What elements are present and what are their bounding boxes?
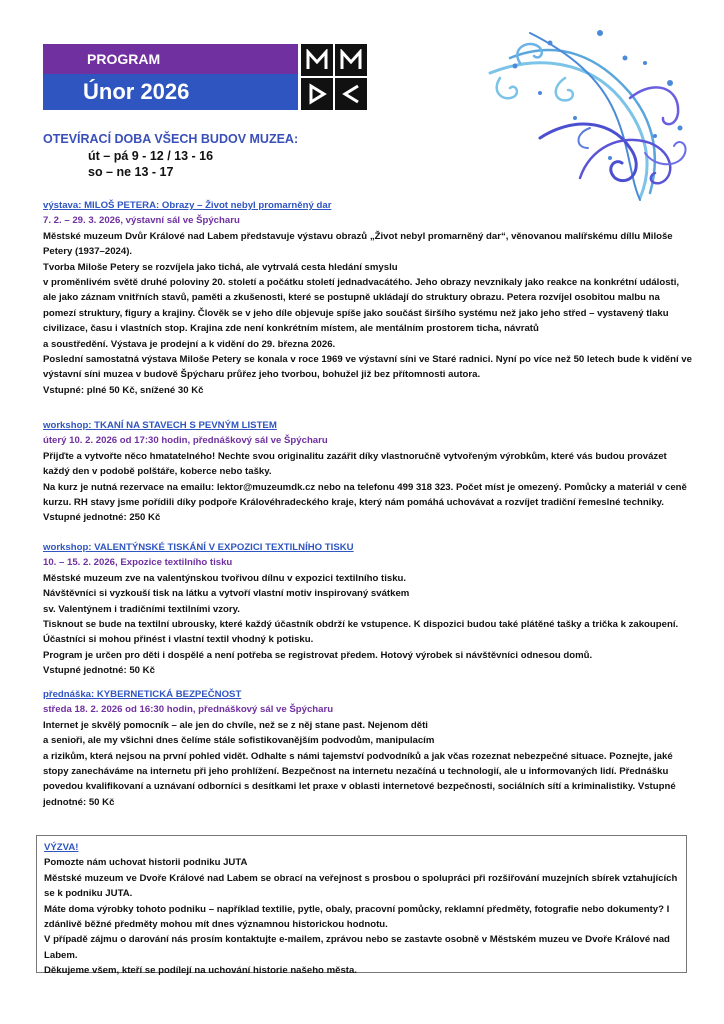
section-paragraph: Tisknout se bude na textilní ubrousky, které každý účastník obdrží ke vstupence. K dispozici budou také plátěné tašky a trička k zakoupení. Účastníci si mohou přinést i vlastní textil vhodný k potisku. xyxy=(43,619,679,646)
appeal-paragraph: V případě zájmu o darování nás prosím kontaktujte e-mailem, zprávou nebo se zastavte osobně v Městském muzeu ve Dvoře Králové nad Labem. xyxy=(44,934,670,961)
section-paragraph: Městské muzeum zve na valentýnskou tvořivou dílnu v expozici textilního tisku. xyxy=(43,572,407,584)
program-header xyxy=(43,44,298,110)
section-title[interactable]: workshop: TKANÍ NA STAVECH S PEVNÝM LISTEM xyxy=(43,420,277,431)
month-title: Únor 2026 xyxy=(43,74,298,110)
section-date: 7. 2. – 29. 3. 2026, výstavní sál ve Špýcharu xyxy=(43,215,240,227)
opening-hours-weekdays: út – pá 9 - 12 / 13 - 16 xyxy=(88,149,214,163)
appeal-title[interactable]: VÝZVA! xyxy=(44,842,79,853)
section-paragraph: Městské muzeum Dvůr Králové nad Labem představuje výstavu obrazů „Život nebyl promarněný dar“, věnovanou malířskému díllu Miloše Petery (1937–2024). xyxy=(43,230,673,258)
logo-m1 xyxy=(301,44,333,76)
section-paragraph: sv. Valentýnem i tradičními textilními vzory. xyxy=(43,603,240,615)
section-title[interactable]: workshop: VALENTÝNSKÉ TISKÁNÍ V EXPOZICI TEXTILNÍHO TISKU xyxy=(43,542,354,553)
appeal-paragraph: Máte doma výrobky tohoto podniku – například textilie, pytle, obaly, pracovní pomůcky, reklamní předměty, fotografie nebo dokumenty? I zdánlivě běžné předměty mohou mít dnes významnou historickou hodnotu. xyxy=(44,903,670,931)
section-paragraph: Internet je skvělý pomocník – ale jen do chvíle, než se z něj stane past. Nejenom děti xyxy=(43,719,428,731)
snowflake-swirl-ornament xyxy=(480,18,700,208)
section-date: 10. – 15. 2. 2026, Expozice textilního tisku xyxy=(43,557,233,569)
section-cyber-lecture xyxy=(43,687,693,810)
section-paragraph: a senioři, ale my všichni dnes čelíme stále sofistikovanějším podvodům, manipulacím xyxy=(43,735,435,747)
section-paragraph: Přijďte a vytvořte něco hmatatelného! Nechte svou originalitu zazářit díky vlastnoručně vytvořeným výrobkům, které vás budou provázet každý den v podobě polštáře, koberce nebo tašky. xyxy=(43,450,667,478)
section-title[interactable]: výstava: MILOŠ PETERA: Obrazy – Život nebyl promarněný dar xyxy=(43,200,332,211)
appeal-box xyxy=(36,835,687,977)
section-paragraph: a rizikům, která nejsou na první pohled vidět. Odhalte s námi tajemství podvodníků a jak včas rozeznat nebezpečné situace. Poznejte, jaké stopy zanecháváme na internetu při jeho prohlížení. Bezpečnost na internetu nezačíná u technologií, ale u informovaných lidí. Přednášku povedou kvalifikovaní a uznávaní odborníci s desítkami let praxe v oblasti internetové bezpečnosti, sociálních sítí a kriminalistiky. Vstupné jednotné: 50 Kč xyxy=(43,750,676,808)
opening-hours-title: OTEVÍRACÍ DOBA VŠECH BUDOV MUZEA: xyxy=(43,132,299,146)
section-paragraph: v proměnlivém světě druhé poloviny 20. století a počátku století jednadvacátého. Jeho obrazy nevznikaly jako reakce na konkrétní události, ale jako záznam vnitřních stavů, paměti a zkušenosti, které se postupně ukládají do struktury obrazu. Petera rozvíjel osobitou malbu na pomezí struktury, figury a krajiny. Člověk se v jeho díle objevuje spíše jako součást širšího systému než jako jeho střed – vystavený tlaku civilizace, času i vlastních stop. Krajina zde není konkrétním místem, ale mentálním prostorem ticha, návratů xyxy=(43,277,680,335)
opening-hours xyxy=(43,132,298,180)
section-paragraph: Na kurz je nutná rezervace na emailu: lektor@muzeumdk.cz nebo na telefonu 499 318 323. Počet míst je omezený. Pomůcky a materiál v ceně kurzu. RH stavy jsme pořídili díky podpoře Královéhradeckého kraje, který nám pomáhá uchovávat a rozvíjet tradiční řemeslné techniky. Vstupné jednotné: 250 Kč xyxy=(43,481,687,524)
section-title[interactable]: přednáška: KYBERNETICKÁ BEZPEČNOST xyxy=(43,689,242,700)
section-date: úterý 10. 2. 2026 od 17:30 hodin, přednáškový sál ve Špýcharu xyxy=(43,435,328,447)
section-price: Vstupné: plné 50 Kč, snížené 30 Kč xyxy=(43,384,204,396)
section-date: středa 18. 2. 2026 od 16:30 hodin, přednáškový sál ve Špýcharu xyxy=(43,704,334,716)
section-valentine-workshop xyxy=(43,540,693,679)
section-paragraph: Poslední samostatná výstava Miloše Petery se konala v roce 1969 ve výstavní síni ve Staré radnici. Nyní po více než 50 letech bude k vidění ve výstavní síni muzea v budově Špýcharu průřez jeho tvorbou, bohužel již bez přítomnosti autora. xyxy=(43,354,692,381)
appeal-paragraph: Děkujeme všem, kteří se podílejí na uchování historie našeho města. xyxy=(44,965,357,977)
appeal-paragraph: Městské muzeum ve Dvoře Králové nad Labem se obrací na veřejnost s prosbou o spolupráci při rozšiřování muzejních sbírek vztahujících se k podniku JUTA. xyxy=(44,872,678,900)
section-exhibition xyxy=(43,198,693,398)
logo-k xyxy=(335,78,367,110)
section-paragraph: Program je určen pro děti i dospělé a není potřeba se registrovat předem. Hotový výrobek si návštěvníci odnesou domů. xyxy=(43,649,593,661)
logo-m2 xyxy=(335,44,367,76)
section-paragraph: Tvorba Miloše Petery se rozvíjela jako tichá, ale vytrvalá cesta hledání smyslu xyxy=(43,261,398,273)
museum-logo xyxy=(301,44,367,110)
appeal-paragraph: Pomozte nám uchovat historii podniku JUTA xyxy=(44,857,248,869)
section-weaving-workshop xyxy=(43,418,693,526)
program-label: PROGRAM xyxy=(43,44,298,74)
section-paragraph: a soustředění. Výstava je prodejní a k vidění do 29. března 2026. xyxy=(43,338,336,350)
opening-hours-weekend: so – ne 13 - 17 xyxy=(88,165,174,179)
section-price: Vstupné jednotné: 50 Kč xyxy=(43,665,155,677)
logo-d xyxy=(301,78,333,110)
section-paragraph: Návštěvníci si vyzkouší tisk na látku a vytvoří vlastní motiv inspirovaný svátkem xyxy=(43,588,410,600)
